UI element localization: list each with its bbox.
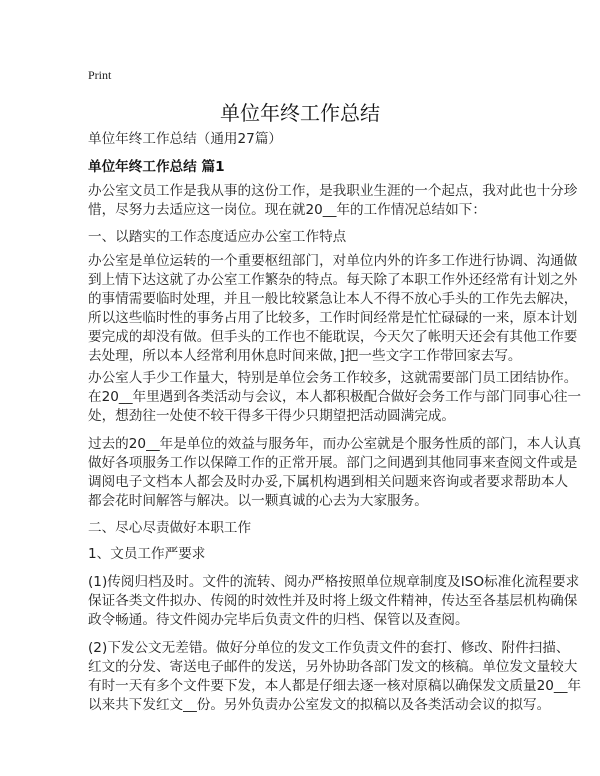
text-line: (1)传阅归档及时。文件的流转、阅办严格按照单位规章制度及ISO标准化流程要求 — [88, 574, 580, 590]
text-line: 一、以踏实的工作态度适应办公室工作特点 — [88, 229, 347, 245]
text-line: 处，想劲往一处使不较干得多干得少只期望把活动圆满完成。 — [88, 408, 456, 424]
text-line: 到上情下达这就了办公室工作繁杂的特点。每天除了本职工作外还经常有计划之外 — [88, 272, 578, 288]
text-line: 做好各项服务工作以保障工作的正常开展。部门之间遇到其他同事来查阅文件或是 — [88, 455, 578, 471]
text-line: 1、文员工作严要求 — [88, 546, 206, 562]
text-line: 惜，尽努力去适应这一岗位。现在就20__年的工作情况总结如下： — [88, 202, 486, 218]
subsection-heading — [88, 545, 528, 564]
paragraph — [88, 252, 578, 366]
text-line: 二、尽心尽责做好本职工作 — [88, 520, 252, 536]
text-line: 办公室是单位运转的一个重要枢纽部门，对单位内外的许多工作进行协调、沟通做 — [88, 253, 578, 269]
document-subtitle: 单位年终工作总结（通用27篇） — [88, 131, 283, 147]
print-link[interactable]: Print — [88, 68, 112, 82]
text-line: 都会花时间解答与解决。以一颗真诚的心去为大家服务。 — [88, 493, 428, 509]
text-line: 以来共下发红文__份。另外负责办公室发文的拟稿以及各类活动会议的拟写。 — [88, 697, 551, 713]
text-line: 红文的分发、寄送电子邮件的发送，另外协助各部门发文的核稿。单位发文量较大 — [88, 659, 578, 675]
text-line: 过去的20__年是单位的效益与服务年，而办公室就是个服务性质的部门，本人认真 — [88, 436, 582, 452]
text-line: 保证各类文件拟办、传阅的时效性并及时将上级文件精神，传达至各基层机构确保 — [88, 593, 578, 609]
text-line: 办公室文员工作是我从事的这份工作，是我职业生涯的一个起点，我对此也十分珍 — [88, 183, 578, 199]
text-line: 办公室人手少工作量大，特别是单位会务工作较多，这就需要部门员工团结协作。 — [88, 370, 578, 386]
document-title: 单位年终工作总结 — [220, 101, 380, 125]
article-heading: 单位年终工作总结 篇1 — [88, 159, 225, 175]
text-line: (2)下发公文无差错。做好分单位的发文工作负责文件的套打、修改、附件扫描、 — [88, 640, 570, 656]
text-line: 政令畅通。待文件阅办完毕后负责文件的归档、保管以及查阅。 — [88, 612, 469, 628]
list-item-paragraph — [88, 573, 580, 630]
list-item-paragraph — [88, 639, 582, 715]
text-line: 有时一天有多个文件要下发，本人都是仔细去逐一核对原稿以确保发文质量20__年 — [88, 678, 582, 694]
text-line: 在20__年里遇到各类活动与会议，本人都积极配合做好会务工作与部门同事心往一 — [88, 389, 582, 405]
intro-paragraph — [88, 182, 578, 220]
text-line: 的事情需要临时处理，并且一般比较紧急让本人不得不放心手头的工作先去解决， — [88, 291, 578, 307]
paragraph — [88, 435, 582, 511]
section-heading-2 — [88, 519, 528, 538]
section-heading-1 — [88, 228, 528, 247]
text-line: 所以这些临时性的事务占用了比较多，工作时间经常是忙忙碌碌的一来，原本计划 — [88, 310, 578, 326]
text-line: 调阅电子文档本人都会及时办妥,下属机构遇到相关问题来咨询或者要求帮助本人 — [88, 474, 569, 490]
text-line: 要完成的却没有做。但手头的工作也不能耽误，今天欠了帐明天还会有其他工作要 — [88, 329, 578, 345]
paragraph — [88, 369, 582, 426]
text-line: 去处理，所以本人经常利用休息时间来做，]把一些文字工作带回家去写。 — [88, 348, 522, 364]
